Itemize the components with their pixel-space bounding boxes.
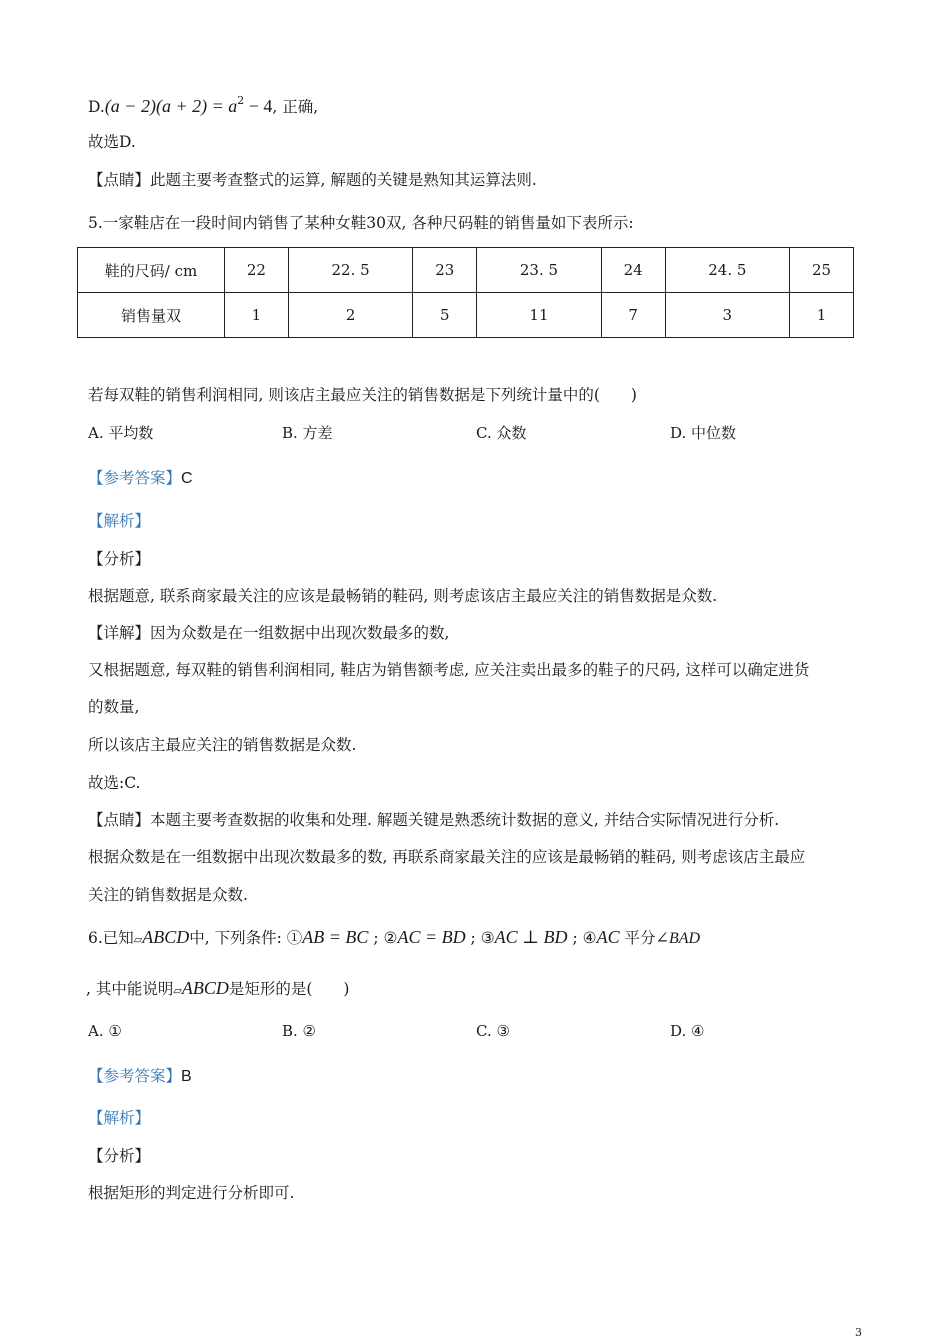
q5-detail-4: 所以该店主最应关注的销售数据是众数.: [88, 736, 357, 754]
answer-label: 【参考答案】: [88, 469, 182, 487]
answer-value: C: [181, 470, 193, 487]
q5-detail-2: 又根据题意, 每双鞋的销售利润相同, 鞋店为销售额考虑, 应关注卖出最多的鞋子的尺码, 这样可以确定进货: [88, 661, 810, 679]
q5-conclusion: 故选:C.: [88, 774, 141, 792]
size-cell: 23: [413, 248, 477, 293]
q6-answer-line: [88, 1065, 192, 1088]
table-row: [78, 248, 854, 293]
q5-analysis-label: 【解析】: [88, 512, 151, 530]
sales-cell: 3: [665, 293, 790, 338]
sales-cell: 7: [601, 293, 665, 338]
sales-cell: 2: [288, 293, 413, 338]
q5-detail-3: 的数量,: [88, 698, 140, 716]
sales-cell: 11: [477, 293, 602, 338]
q5-comment-2: 根据众数是在一组数据中出现次数最多的数, 再联系商家最关注的应该是最畅销的鞋码, 则考虑该店主最应: [88, 848, 806, 866]
q5-fenxi: 根据题意, 联系商家最关注的应该是最畅销的鞋码, 则考虑该店主最应关注的销售数据是众数.: [88, 587, 718, 605]
q5-option-c: C. 众数: [476, 424, 527, 442]
size-cell: 22: [225, 248, 289, 293]
q6-analysis-label: 【解析】: [88, 1109, 151, 1127]
sales-cell: 1: [225, 293, 289, 338]
page-number: 3: [855, 1326, 862, 1339]
q6-option-d: D. ④: [670, 1022, 705, 1040]
q6-stem-line-2: , 其中能说明▱ABCD是矩形的是( ): [86, 978, 350, 998]
size-cell: 22. 5: [288, 248, 413, 293]
size-cell: 25: [790, 248, 854, 293]
q5-comment-3: 关注的销售数据是众数.: [88, 886, 248, 904]
sales-cell: 1: [790, 293, 854, 338]
q5-fenxi-label: 【分析】: [88, 550, 151, 568]
parallelogram-symbol: ▱: [173, 984, 182, 997]
q6-fenxi: 根据矩形的判定进行分析即可.: [88, 1184, 295, 1202]
q5-answer-line: [88, 467, 193, 490]
q5-question: 若每双鞋的销售利润相同, 则该店主最应关注的销售数据是下列统计量中的( ): [88, 386, 637, 404]
q6-option-a: A. ①: [88, 1022, 122, 1040]
sales-cell: 5: [413, 293, 477, 338]
q4-option-d-line: $D.(a - 2)(a + 2) = a^2 - 4$, 正确,: [88, 94, 319, 116]
size-cell: 24. 5: [665, 248, 790, 293]
q4-option-d-formula: (a − 2)(a + 2) = a: [104, 96, 238, 116]
q5-option-a: A. 平均数: [88, 424, 154, 442]
q5-option-d: D. 中位数: [670, 424, 737, 442]
q6-fenxi-label: 【分析】: [88, 1147, 151, 1165]
size-cell: 23. 5: [477, 248, 602, 293]
q4-conclusion: 故选D.: [88, 133, 136, 151]
answer-value: B: [181, 1068, 192, 1085]
q6-option-c: C. ③: [476, 1022, 510, 1040]
q5-detail-1: 【详解】因为众数是在一组数据中出现次数最多的数,: [88, 624, 450, 642]
q6-stem: 6.已知▱ABCD中, 下列条件: ①AB = BC ; ②AC = BD ; ③AC ⊥ BD ; ④AC 平分∠BAD: [88, 927, 701, 947]
q4-comment: 【点睛】此题主要考查整式的运算, 解题的关键是熟知其运算法则.: [88, 171, 537, 189]
sales-header-cell: 销售量双: [78, 293, 225, 338]
q5-option-b: B. 方差: [282, 424, 333, 442]
parallelogram-symbol: ▱: [133, 933, 143, 946]
q5-stem: 5.一家鞋店在一段时间内销售了某种女鞋30双, 各种尺码鞋的销售量如下表所示:: [88, 214, 634, 232]
size-cell: 24: [601, 248, 665, 293]
q5-size-table: [77, 247, 854, 338]
answer-label: 【参考答案】: [88, 1067, 182, 1085]
size-header-cell: 鞋的尺码/ cm: [78, 248, 225, 293]
q6-option-b: B. ②: [282, 1022, 317, 1040]
q5-comment-1: 【点睛】本题主要考查数据的收集和处理. 解题关键是熟悉统计数据的意义, 并结合实际情况进行分析.: [88, 811, 780, 829]
table-row: [78, 293, 854, 338]
